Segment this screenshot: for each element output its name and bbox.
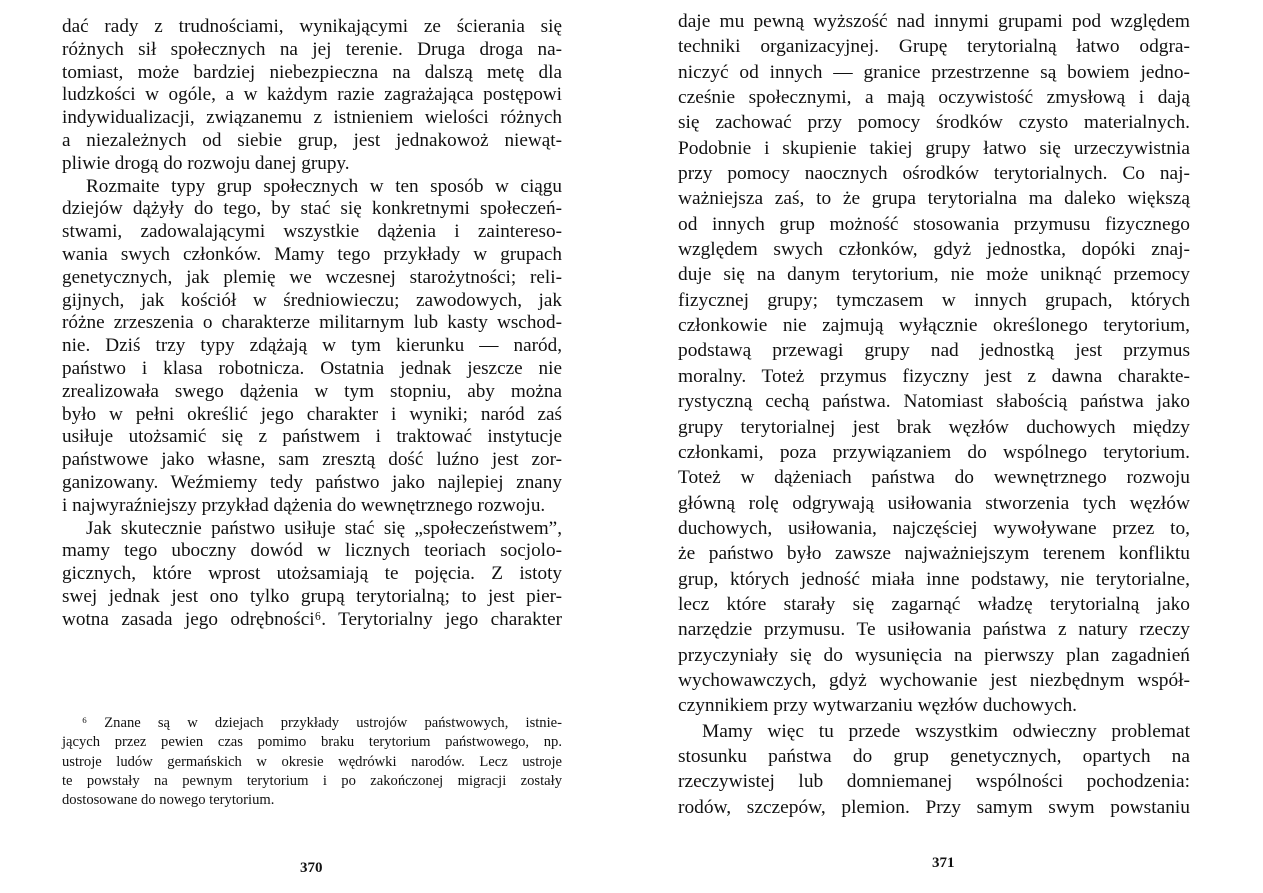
text-line: duje się na danym terytorium, nie może uniknąć przemocy: [678, 264, 1190, 286]
footnote-line: ustroje ludów germańskich w okresie wędrówki narodów. Lecz ustroje: [62, 753, 562, 770]
text-line: od innych grup możność stosowania przymusu fizycznego: [678, 213, 1190, 235]
text-line: się zachować przy pomocy środków czysto materialnych.: [678, 112, 1190, 134]
text-line: czynnikiem przy wytwarzaniu węzłów duchowych.: [678, 695, 1077, 717]
text-line: rzeczywistej lub domniemanej wspólności pochodzenia:: [678, 771, 1190, 793]
text-line: stosunku państwa do grup genetycznych, opartych na: [678, 745, 1190, 767]
footnote-line: dostosowane do nowego terytorium.: [62, 792, 275, 809]
text-line: gijnych, jak kościół w średniowieczu; zawodowych, jak: [62, 289, 562, 311]
text-line: fizycznej grupy; tymczasem w innych grupach, których: [678, 289, 1190, 311]
text-line: różnych sił społecznych na jej terenie. Druga droga na-: [62, 38, 562, 60]
text-line: Toteż w dążeniach państwa do wewnętrznego rozwoju: [678, 467, 1190, 489]
footnote: [62, 714, 562, 810]
text-line: mamy tego uboczny dowód w licznych teoriach socjolo-: [62, 540, 562, 562]
right-page-body: [678, 9, 1190, 820]
text-line: Podobnie i skupienie takiej grupy łatwo się urzeczywistnia: [678, 137, 1190, 159]
page-number-left: 370: [300, 860, 323, 876]
text-line: rystyczną cechą państwa. Natomiast słabością państwa jako: [678, 391, 1190, 413]
text-line: różne zrzeszenia o charakterze militarnym lub kasty wschod-: [62, 312, 562, 334]
paragraph: [62, 16, 562, 176]
text-line: cześnie społecznymi, a mają oczywistość zmysłową i dają: [678, 87, 1190, 109]
text-line: ludzkości w ogóle, a w każdym razie zagrażająca postępowi: [62, 84, 562, 106]
text-line: Mamy więc tu przede wszystkim odwieczny problemat: [702, 720, 1190, 742]
text-line: genetycznych, jak plemię we wczesnej starożytności; reli-: [62, 266, 562, 288]
text-line: moralny. Toteż przymus fizyczny jest z dawna charakte-: [678, 365, 1190, 387]
text-line: członkami, poza przywiązaniem do wspólnego terytorium.: [678, 441, 1190, 463]
text-line: duchowych, usiłowania, najczęściej wywoływane przez to,: [678, 517, 1190, 539]
text-line: ganizowany. Weźmiemy tedy państwo jako najlepiej znany: [62, 471, 562, 493]
text-line: grup, których jedność miała inne podstawy, nie terytorialne,: [678, 568, 1190, 590]
text-line: indywidualizacji, związanemu z istnieniem wielości różnych: [62, 107, 562, 129]
footnote-line: jących przez pewien czas pomimo braku terytorium państwowego, np.: [62, 734, 562, 751]
text-line: państwowe jako własne, sam zresztą dość luźno jest zor-: [62, 449, 562, 471]
text-line: przyczyniały się do wysunięcia na pierwszy plan zagadnień: [678, 644, 1190, 666]
text-line: było w pełni określić jego charakter i wyniki; naród zaś: [62, 403, 562, 425]
paragraph: [62, 518, 562, 632]
text-line: usiłuje utożsamić się z państwem i traktować instytucje: [62, 426, 562, 448]
text-line: że państwo było zawsze najważniejszym terenem konfliktu: [678, 543, 1190, 565]
text-line: dać rady z trudnościami, wynikającymi ze ścierania się: [62, 16, 562, 37]
page-number-right: 371: [932, 855, 955, 871]
text-line: rodów, szczepów, plemion. Przy samym swym powstaniu: [678, 796, 1190, 818]
text-line: Jak skutecznie państwo usiłuje stać się „społeczeństwem”,: [86, 517, 562, 539]
text-line: państwo i klasa robotnicza. Ostatnia jednak jeszcze nie: [62, 357, 562, 379]
text-line: grupy terytorialnej jest brak węzłów duchowych między: [678, 416, 1190, 438]
paragraph: [678, 719, 1190, 820]
text-line: lecz które starały się zagarnąć władzę terytorialną jako: [678, 593, 1190, 615]
text-line: Rozmaite typy grup społecznych w ten sposób w ciągu: [86, 175, 562, 197]
text-line: wotna zasada jego odrębności⁶. Terytorialny jego charakter: [62, 608, 562, 630]
text-line: swej jednak jest ono tylko grupą terytorialną; to jest pier-: [62, 585, 562, 607]
paragraph: [62, 176, 562, 518]
text-line: ważniejsza zaś, to że grupa terytorialna ma daleko większą: [678, 188, 1190, 210]
text-line: wychowawczych, gdyż wychowanie jest niezbędnym współ-: [678, 669, 1190, 691]
text-line: podstawą przewagi grupy nad jednostką jest przymus: [678, 340, 1190, 362]
left-page-body: [62, 16, 562, 632]
text-line: główną rolę odgrywają usiłowania stworzenia tych węzłów: [678, 492, 1190, 514]
text-line: nie. Dziś trzy typy zdążają w tym kierunku — naród,: [62, 335, 562, 357]
text-line: tomiast, może bardziej niebezpieczna na dalszą metę dla: [62, 61, 562, 83]
text-line: techniki organizacyjnej. Grupę terytorialną łatwo odgra-: [678, 36, 1190, 58]
text-line: przy pomocy naocznych ośrodków terytorialnych. Co naj-: [678, 163, 1190, 185]
text-line: narzędzie przymusu. Te usiłowania państwa z natury rzeczy: [678, 619, 1190, 641]
text-line: dziejów dążyły do tego, by stać się konkretnymi społeczeń-: [62, 198, 562, 220]
text-line: wania swych członków. Mamy tego przykłady w grupach: [62, 243, 562, 265]
text-line: daje mu pewną wyższość nad innymi grupami pod względem: [678, 11, 1190, 32]
text-line: a niezależnych od siebie grup, jest jednakowoż niewąt-: [62, 129, 562, 151]
footnote-line: ⁶ Znane są w dziejach przykłady ustrojów państwowych, istnie-: [82, 715, 562, 731]
text-line: pliwie drogą do rozwoju danej grupy.: [62, 152, 350, 174]
text-line: stwami, zadowalającymi wszystkie dążenia i zaintereso-: [62, 221, 562, 243]
text-line: niczyć od innych — granice przestrzenne są bowiem jedno-: [678, 61, 1190, 83]
text-line: i najwyraźniejszy przykład dążenia do wewnętrznego rozwoju.: [62, 494, 546, 516]
paragraph: [678, 9, 1190, 719]
text-line: względem swych członków, gdyż jednostka, dopóki znaj-: [678, 239, 1190, 261]
text-line: zrealizowała swego dążenia w tym stopniu, aby można: [62, 380, 562, 402]
text-line: gicznych, które wprost utożsamiają te pojęcia. Z istoty: [62, 563, 562, 585]
text-line: członkowie nie zajmują wyłącznie określonego terytorium,: [678, 315, 1190, 337]
footnote-line: te powstały na pewnym terytorium i po zakończonej migracji zostały: [62, 772, 562, 789]
